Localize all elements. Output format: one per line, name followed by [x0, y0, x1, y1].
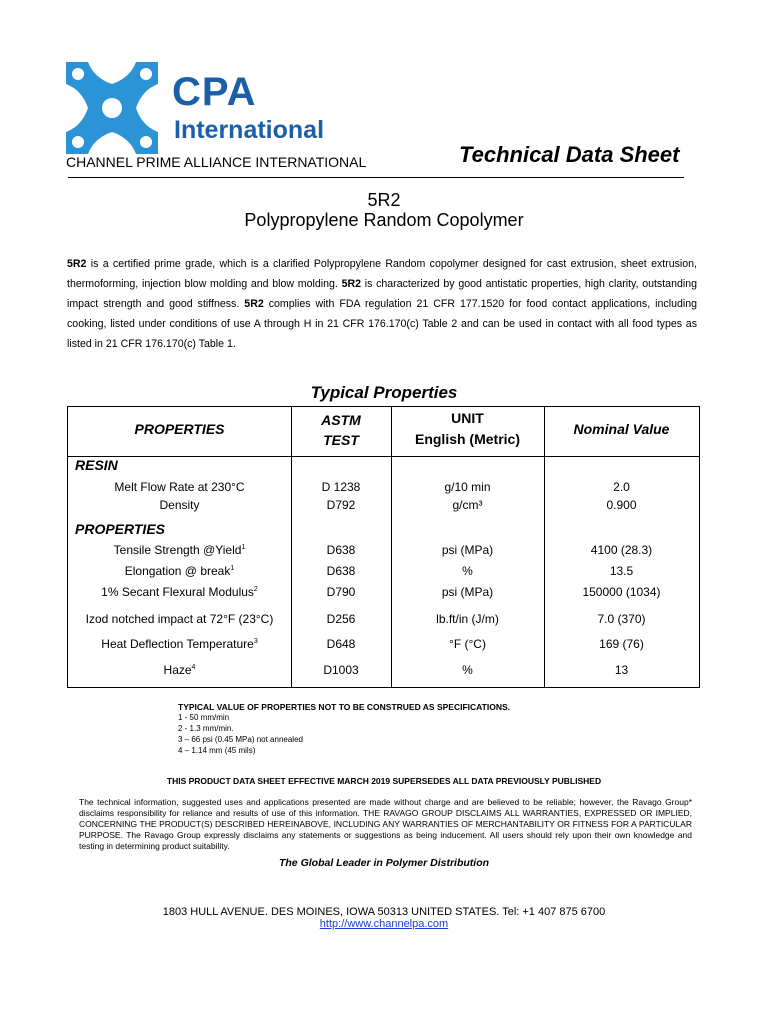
- footnote-marker: 1: [241, 544, 246, 551]
- astm-test: D1003: [323, 663, 359, 677]
- nominal-value: 13: [614, 663, 629, 677]
- header-unit: [391, 408, 544, 450]
- logo-cpa-text: CPA: [172, 70, 257, 114]
- disclaimer-text: The technical information, suggested uses and applications presented are made without charge and are believed to be reliable; however, the Ravago Group* disclaims responsibility for reliance and results of use of this information. THE RAVAGO GROUP DISCLAIMS ALL WARRANTIES, EXPRESSED OR IMPLIED, CONCERNING THE PRODUCT(S) DESCRIBED HEREINABOVE, INCLUDING ANY WARRANTIES OF MERCHANTABILITY OR FITNESS FOR A PARTICULAR PURPOSE. The Ravago Group expressly disclaims any statements or suggestions as being inducement. All users should rely upon their own knowledge and testing in determining product suitability.: [79, 797, 692, 851]
- footnote-marker: 4: [191, 664, 196, 671]
- header-divider-line: [68, 456, 699, 457]
- logo-international-text: International: [174, 116, 325, 144]
- unit: g/cm³: [452, 498, 483, 512]
- unit: %: [462, 564, 473, 578]
- unit: %: [462, 663, 473, 677]
- header-astm-line1: ASTM: [321, 412, 361, 428]
- properties-table: [67, 406, 700, 688]
- header-unit-line1: UNIT: [451, 410, 484, 426]
- property-name: [68, 613, 291, 625]
- grade-ref: 5R2: [67, 258, 87, 270]
- product-grade: 5R2: [367, 190, 401, 210]
- astm-test: D 1238: [321, 480, 361, 494]
- document-type-title: Technical Data Sheet: [459, 142, 680, 167]
- property-label: Haze: [163, 663, 192, 677]
- nominal-value: 150000 (1034): [582, 585, 661, 599]
- company-address: 1803 HULL AVENUE. DES MOINES, IOWA 50313 UNITED STATES. Tel: +1 407 875 6700: [162, 906, 606, 918]
- property-label: Melt Flow Rate at 230°C: [114, 480, 245, 494]
- grade-ref: 5R2: [341, 278, 361, 290]
- astm-test: D790: [326, 585, 356, 599]
- nominal-value: 13.5: [609, 564, 634, 578]
- footnote-marker: 2: [253, 586, 258, 593]
- astm-test: D792: [326, 498, 356, 512]
- header-astm: [291, 410, 391, 450]
- product-description: [67, 254, 697, 354]
- footnote: 4 – 1.14 mm (45 mils): [178, 746, 256, 755]
- nominal-value: 169 (76): [599, 637, 644, 651]
- unit: °F (°C): [449, 637, 486, 651]
- description-text: is a certified prime grade, which is a clarified Polypropylene Random copolymer designed for cast extrusion, sheet extrusion, thermoforming, injection blow molding and blow molding.: [67, 258, 697, 290]
- property-label: Heat Deflection Temperature: [101, 637, 254, 651]
- nominal-value: 4100 (28.3): [590, 543, 653, 557]
- unit: lb.ft/in (J/m): [436, 612, 499, 626]
- property-label: Density: [159, 498, 200, 512]
- property-label: Elongation @ break: [124, 564, 231, 578]
- header-nominal-value: Nominal Value: [573, 421, 670, 437]
- company-slogan: The Global Leader in Polymer Distribution: [278, 857, 490, 869]
- property-name: [68, 544, 291, 556]
- description-text: is characterized by good antistatic properties, high clarity, outstanding impact strength and good stiffness.: [67, 278, 697, 310]
- property-name: [68, 565, 291, 577]
- astm-test: D648: [326, 637, 356, 651]
- header-divider: [68, 177, 684, 178]
- effective-date-notice: THIS PRODUCT DATA SHEET EFFECTIVE MARCH 2019 SUPERSEDES ALL DATA PREVIOUSLY PUBLISHED: [166, 776, 602, 786]
- nominal-value: 7.0 (370): [597, 612, 646, 626]
- website-link[interactable]: http://www.channelpa.com: [319, 918, 449, 930]
- unit: g/10 min: [444, 480, 491, 494]
- astm-test: D638: [326, 564, 356, 578]
- footnote: 2 - 1.3 mm/min.: [178, 724, 234, 733]
- footnote-marker: 3: [253, 638, 258, 645]
- company-name: CHANNEL PRIME ALLIANCE INTERNATIONAL: [66, 154, 367, 170]
- property-name: [68, 481, 291, 493]
- property-label: Izod notched impact at 72°F (23°C): [85, 612, 274, 626]
- property-label: 1% Secant Flexural Modulus: [101, 585, 254, 599]
- property-name: [68, 586, 291, 598]
- footnote: 3 – 66 psi (0.45 MPa) not annealed: [178, 735, 303, 744]
- astm-test: D256: [326, 612, 356, 626]
- footnote-marker: 1: [230, 565, 235, 572]
- property-label: Tensile Strength @Yield: [113, 543, 242, 557]
- property-name: [68, 499, 291, 511]
- section-properties: PROPERTIES: [75, 521, 165, 537]
- typical-values-note: TYPICAL VALUE OF PROPERTIES NOT TO BE CONSTRUED AS SPECIFICATIONS.: [178, 702, 511, 712]
- unit: psi (MPa): [441, 543, 494, 557]
- footnote: 1 - 50 mm/min: [178, 713, 230, 722]
- cpa-logo-icon: [66, 62, 158, 154]
- description-text: complies with FDA regulation 21 CFR 177.1520 for food contact applications, including cooking, listed under conditions of use A through H in 21 CFR 176.170(c) Table 2 and can be used in contact with all food types as listed in 21 CFR 176.170(c) Table 1.: [67, 298, 697, 350]
- astm-test: D638: [326, 543, 356, 557]
- typical-properties-title: Typical Properties: [310, 383, 458, 402]
- unit: psi (MPa): [441, 585, 494, 599]
- header-astm-line2: TEST: [323, 432, 359, 448]
- grade-ref: 5R2: [244, 298, 264, 310]
- header-properties: PROPERTIES: [134, 421, 225, 437]
- nominal-value: 0.900: [606, 498, 637, 512]
- property-name: [68, 638, 291, 650]
- property-name: [68, 664, 291, 676]
- header-unit-line2: English (Metric): [414, 431, 520, 447]
- section-resin: RESIN: [75, 457, 118, 473]
- nominal-value: 2.0: [613, 480, 630, 494]
- product-name: Polypropylene Random Copolymer: [244, 210, 524, 230]
